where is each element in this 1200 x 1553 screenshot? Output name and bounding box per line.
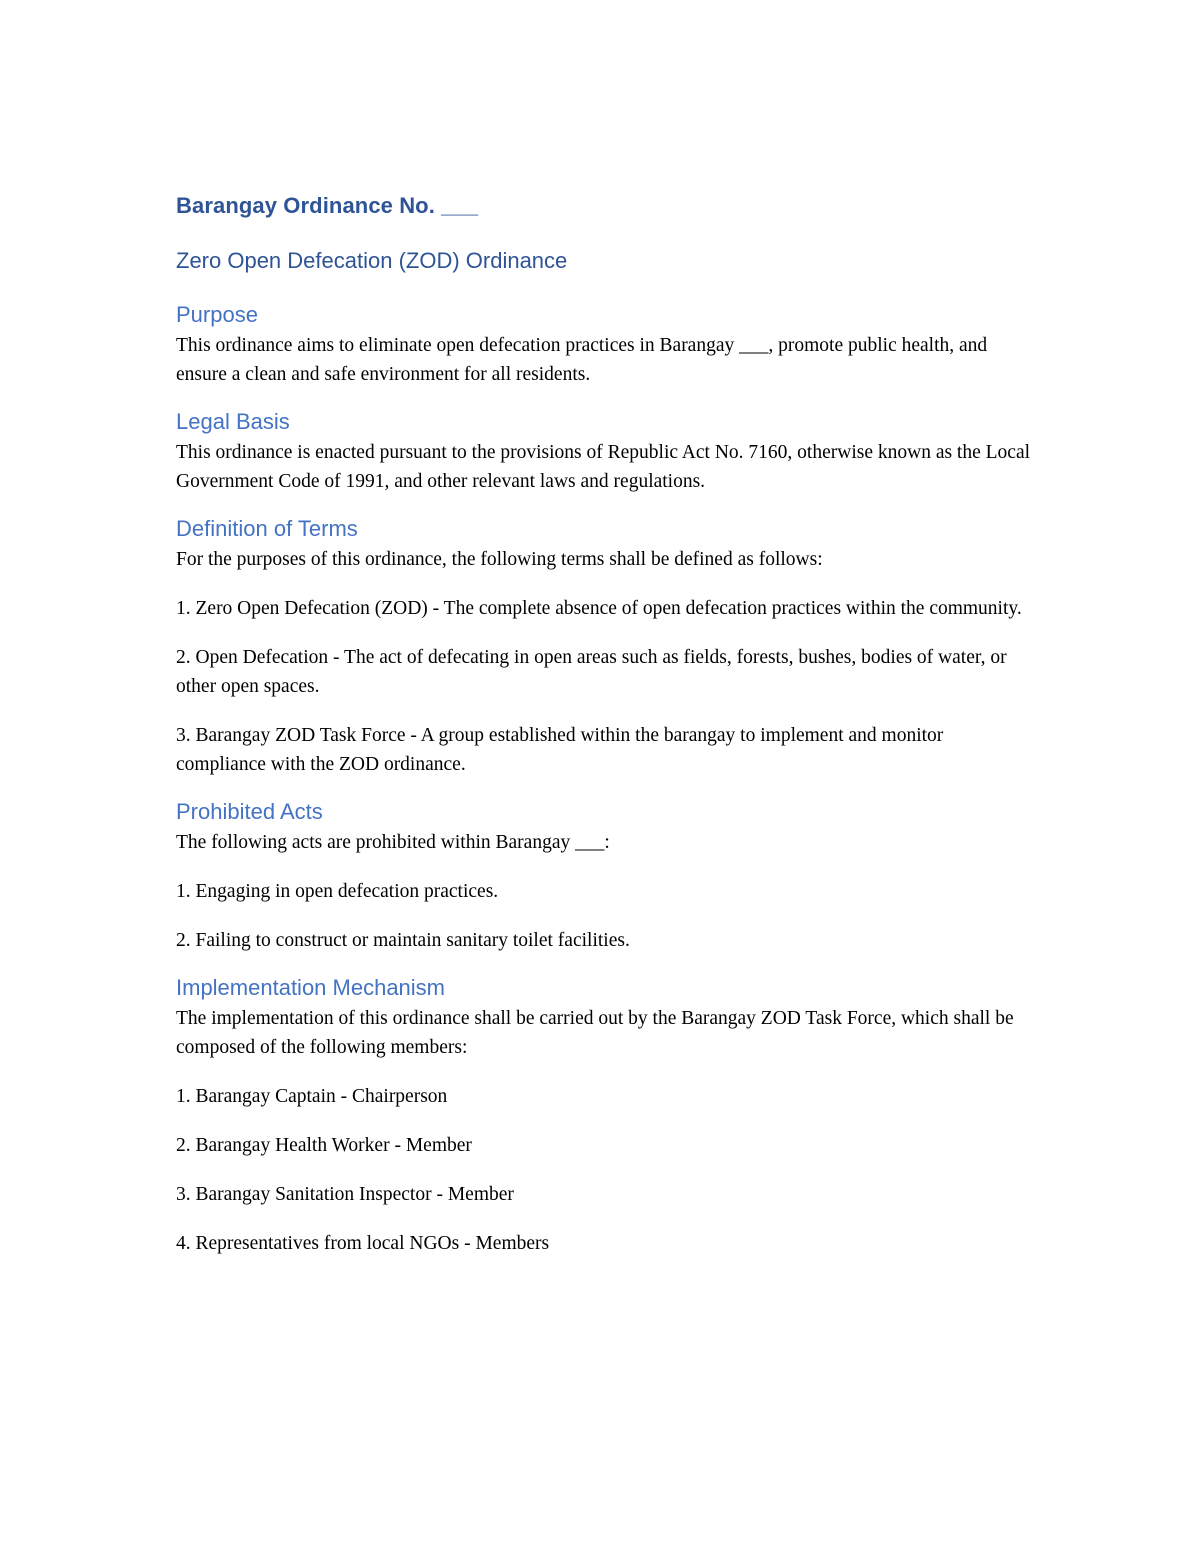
section-prohibited-acts [176,797,1036,955]
list-item: 3. Barangay ZOD Task Force - A group established within the barangay to implement and monitor compliance with the ZOD ordinance. [176,725,944,775]
list-item: 3. Barangay Sanitation Inspector - Member [176,1184,514,1205]
list-item: 2. Failing to construct or maintain sanitary toilet facilities. [176,930,630,951]
list-item: 4. Representatives from local NGOs - Members [176,1233,550,1254]
paragraph: This ordinance is enacted pursuant to the provisions of Republic Act No. 7160, otherwise known as the Local Government Code of 1991, and other relevant laws and regulations. [176,442,1031,492]
list-item: 2. Open Defecation - The act of defecating in open areas such as fields, forests, bushes, bodies of water, or other open spaces. [176,647,1007,697]
document-subtitle: Zero Open Defecation (ZOD) Ordinance [176,248,568,273]
section-legal-basis [176,407,1036,496]
paragraph: The implementation of this ordinance shall be carried out by the Barangay ZOD Task Force, which shall be composed of the following members: [176,1008,1014,1058]
section-heading: Prohibited Acts [176,799,323,824]
paragraph: This ordinance aims to eliminate open defecation practices in Barangay ___, promote public health, and ensure a clean and safe environment for all residents. [176,335,988,385]
list-item: 1. Engaging in open defecation practices. [176,881,499,902]
list-item: 2. Barangay Health Worker - Member [176,1135,472,1156]
document-title: Barangay Ordinance No. ___ [176,193,479,218]
paragraph: For the purposes of this ordinance, the following terms shall be defined as follows: [176,549,823,570]
section-heading: Legal Basis [176,409,290,434]
section-implementation-mechanism [176,973,1036,1258]
section-heading: Implementation Mechanism [176,975,446,1000]
section-purpose [176,300,1036,389]
section-heading: Purpose [176,302,258,327]
paragraph: The following acts are prohibited within Barangay ___: [176,832,610,853]
section-definition-of-terms [176,514,1036,779]
section-heading: Definition of Terms [176,516,358,541]
list-item: 1. Barangay Captain - Chairperson [176,1086,448,1107]
list-item: 1. Zero Open Defecation (ZOD) - The complete absence of open defecation practices within the community. [176,598,1022,619]
document-body [176,190,1036,1278]
